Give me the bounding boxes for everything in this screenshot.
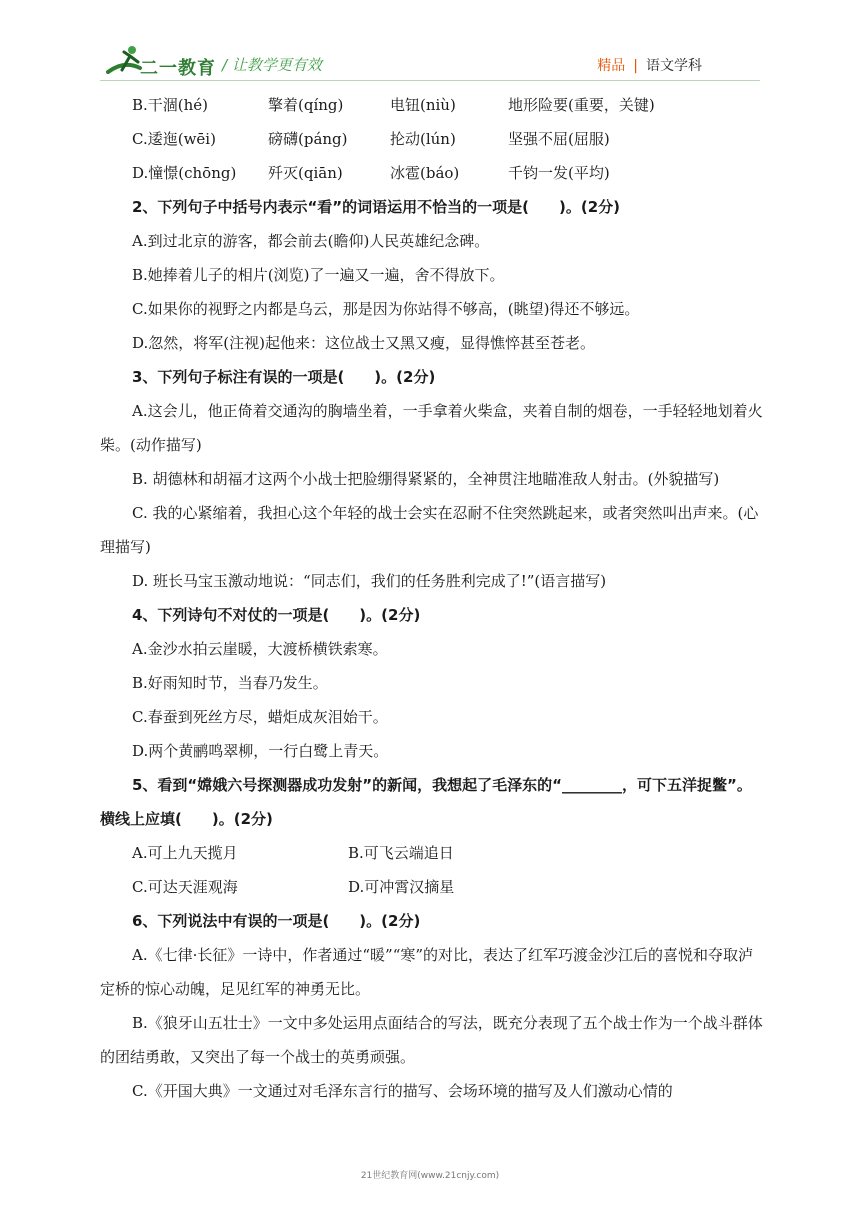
question-5-option-row: [100, 870, 764, 904]
question-4-option: C.春蚕到死丝方尽，蜡炬成灰泪始干。: [132, 708, 388, 726]
subject-name: 语文学科: [646, 58, 702, 74]
pinyin-item: C.逶迤(wēi): [132, 130, 216, 148]
question-6-option: A.《七律·长征》一诗中，作者通过“暖”“寒”的对比，表达了红军巧渡金沙江后的喜悦和夺取泸定桥的惊心动魄，足见红军的神勇无比。: [100, 946, 754, 998]
header-separator: |: [633, 58, 638, 74]
question-4-option: D.两个黄鹂鸣翠柳，一行白鹭上青天。: [132, 742, 389, 760]
question-2-option: B.她捧着儿子的相片(浏览)了一遍又一遍，舍不得放下。: [132, 266, 505, 284]
pinyin-item: 电钮(niù): [390, 96, 456, 114]
question-3-option: A.这会儿，他正倚着交通沟的胸墙坐着，一手拿着火柴盒，夹着自制的烟卷，一手轻轻地划着火柴。(动作描写): [100, 402, 763, 454]
question-5-option: D.可冲霄汉摘星: [348, 878, 455, 896]
idiom-item: 地形险要(重要，关键): [508, 96, 655, 114]
question-6-option: C.《开国大典》一文通过对毛泽东言行的描写、会场环境的描写及人们激动心情的: [132, 1082, 673, 1100]
q1-option-row: [100, 88, 764, 122]
question-5-option: B.可飞云端追日: [348, 844, 454, 862]
question-6-title: 6、下列说法中有误的一项是( )。(2分): [132, 912, 421, 930]
pinyin-item: 歼灭(qiān): [268, 164, 343, 182]
pinyin-item: B.干涸(hé): [132, 96, 209, 114]
question-2-option: A.到过北京的游客，都会前去(瞻仰)人民英雄纪念碑。: [132, 232, 490, 250]
question-2-title: 2、下列句子中括号内表示“看”的词语运用不恰当的一项是( )。(2分): [132, 198, 621, 216]
q1-option-row: [100, 122, 764, 156]
pinyin-item: 磅礴(páng): [268, 130, 348, 148]
question-3-option: B. 胡德林和胡福才这两个小战士把脸绷得紧紧的，全神贯注地瞄准敌人射击。(外貌描写): [132, 470, 720, 488]
pinyin-item: 抡动(lún): [390, 130, 456, 148]
page-header: [0, 0, 860, 84]
pinyin-item: D.憧憬(chōng): [132, 164, 237, 182]
header-subject-label: [597, 55, 702, 75]
question-5-title: 5、看到“嫦娥六号探测器成功发射”的新闻，我想起了毛泽东的“________，可下五洋捉鳖”。横线上应填( )。(2分): [100, 776, 752, 828]
question-5-option: C.可达天涯观海: [132, 878, 238, 896]
question-4-option: B.好雨知时节，当春乃发生。: [132, 674, 328, 692]
brand-slogan: / 让教学更有效: [222, 56, 322, 74]
idiom-item: 千钧一发(平均): [508, 164, 610, 182]
question-5-option: A.可上九天揽月: [132, 844, 238, 862]
question-2-option: D.忽然，将军(注视)起他来：这位战士又黑又瘦，显得憔悴甚至苍老。: [132, 334, 595, 352]
idiom-item: 坚强不屈(屈服): [508, 130, 610, 148]
pinyin-item: 冰雹(báo): [390, 164, 460, 182]
question-4-option: A.金沙水拍云崖暖，大渡桥横铁索寒。: [132, 640, 388, 658]
pinyin-item: 擎着(qíng): [268, 96, 344, 114]
premium-tag: 精品: [597, 58, 626, 74]
header-divider: [100, 80, 760, 81]
question-3-option: C. 我的心紧缩着，我担心这个年轻的战士会实在忍耐不住突然跳起来，或者突然叫出声来。(心理描写): [100, 504, 759, 556]
page-footer: 21世纪教育网(www.21cnjy.com): [360, 1171, 500, 1181]
question-3-option: D. 班长马宝玉激动地说：“同志们，我们的任务胜利完成了!”(语言描写): [132, 572, 607, 590]
question-4-title: 4、下列诗句不对仗的一项是( )。(2分): [132, 606, 421, 624]
question-6-option: B.《狼牙山五壮士》一文中多处运用点面结合的写法，既充分表现了五个战士作为一个战斗群体的团结勇敢，又突出了每一个战士的英勇顽强。: [100, 1014, 763, 1066]
question-3-title: 3、下列句子标注有误的一项是( )。(2分): [132, 368, 436, 386]
brand-name: 二一教育: [140, 58, 216, 79]
q1-option-row: [100, 156, 764, 190]
worksheet-content: [100, 88, 764, 1108]
question-5-option-row: [100, 836, 764, 870]
question-2-option: C.如果你的视野之内都是乌云，那是因为你站得不够高，(眺望)得还不够远。: [132, 300, 640, 318]
